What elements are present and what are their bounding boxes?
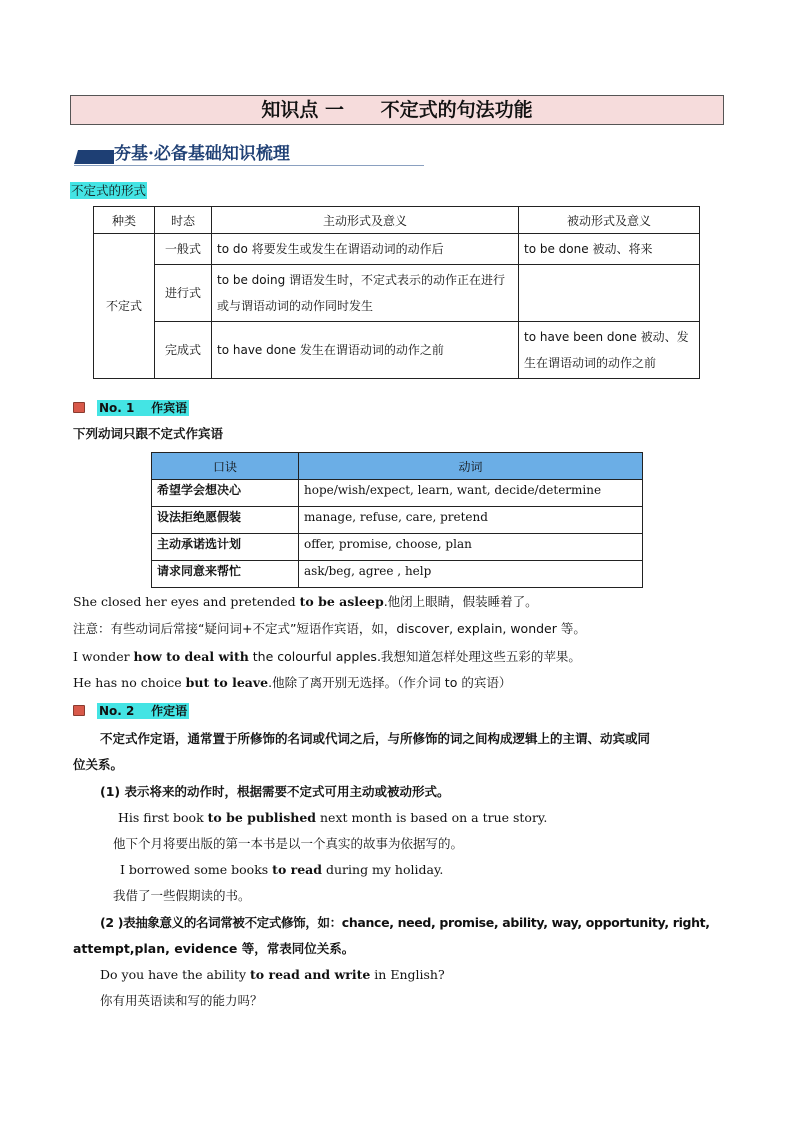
example-sentence: She closed her eyes and pretended to be asleep.他闭上眼睛，假装睡着了。 <box>73 594 538 609</box>
tense-cell: 进行式 <box>155 265 212 322</box>
example-sentence: I wonder how to deal with the colourful apples.我想知道怎样处理这些五彩的苹果。 <box>73 649 581 664</box>
forms-label: 不定式的形式 <box>71 183 147 198</box>
example-sentence: He has no choice but to leave.他除了离开别无选择。（作介词 to 的宾语） <box>73 675 512 690</box>
example-sentence: Do you have the ability to read and write in English? <box>100 967 445 982</box>
header-kind: 种类 <box>94 207 155 234</box>
no1-heading: No. 1 作宾语 <box>73 399 189 416</box>
mnemonic-cell: 请求同意来帮忙 <box>152 561 299 588</box>
verbs-cell: manage, refuse, care, pretend <box>299 507 643 534</box>
note-text: 注意：有些动词后常接“疑问词+不定式”短语作宾语，如，discover, explain, wonder 等。 <box>73 621 586 636</box>
no2-heading: No. 2 作定语 <box>73 702 189 719</box>
table-row <box>152 480 643 507</box>
header-active: 主动形式及意义 <box>212 207 519 234</box>
heading-bar-icon <box>74 150 114 164</box>
passive-cell: to be done 被动、将来 <box>519 234 700 265</box>
verbs-intro: 下列动词只跟不定式作宾语 <box>73 426 224 441</box>
translation: 他下个月将要出版的第一本书是以一个真实的故事为依据写的。 <box>113 836 464 851</box>
table-row <box>94 234 700 265</box>
title-part1: 知识点 一 <box>261 99 344 121</box>
paragraph-line: 不定式作定语，通常置于所修饰的名词或代词之后，与所修饰的词之间构成逻辑上的主谓、动宾或同 <box>100 731 651 746</box>
header-mnemonic: 口诀 <box>152 453 299 480</box>
book-icon <box>73 705 85 716</box>
tense-cell: 完成式 <box>155 322 212 379</box>
active-cell: to have done 发生在谓语动词的动作之前 <box>212 322 519 379</box>
translation: 你有用英语读和写的能力吗？ <box>100 993 263 1008</box>
mnemonic-cell: 主动承诺选计划 <box>152 534 299 561</box>
active-cell: to do 将要发生或发生在谓语动词的动作后 <box>212 234 519 265</box>
title-part2: 不定式的句法功能 <box>380 99 533 121</box>
heading-underline <box>74 165 424 166</box>
example-sentence: I borrowed some books to read during my holiday. <box>120 862 444 877</box>
section-heading-text: 夯基·必备基础知识梳理 <box>114 144 290 164</box>
header-verbs: 动词 <box>299 453 643 480</box>
table-row <box>94 322 700 379</box>
example-sentence: His first book to be published next month is based on a true story. <box>118 810 548 825</box>
table-row <box>152 507 643 534</box>
table-header-row <box>94 207 700 234</box>
tense-cell: 一般式 <box>155 234 212 265</box>
table-row <box>152 534 643 561</box>
passive-cell <box>519 265 700 322</box>
table-row <box>152 561 643 588</box>
mnemonic-cell: 设法拒绝愿假装 <box>152 507 299 534</box>
table-row <box>94 265 700 322</box>
header-tense: 时态 <box>155 207 212 234</box>
active-cell: to be doing 谓语发生时，不定式表示的动作正在进行或与谓语动词的动作同时发生 <box>212 265 519 322</box>
table-header-row <box>152 453 643 480</box>
verbs-cell: ask/beg, agree , help <box>299 561 643 588</box>
passive-cell: to have been done 被动、发生在谓语动词的动作之前 <box>519 322 700 379</box>
paragraph-line: 位关系。 <box>73 757 124 772</box>
point-1: (1) 表示将来的动作时，根据需要不定式可用主动或被动形式。 <box>100 784 450 799</box>
forms-table <box>93 206 700 379</box>
kind-cell: 不定式 <box>94 234 155 379</box>
page-title <box>70 95 724 125</box>
mnemonic-cell: 希望学会想决心 <box>152 480 299 507</box>
point-2: (2 )表抽象意义的名词常被不定式修饰，如：chance, need, promise, ability, way, opportunity, right, <box>100 915 710 930</box>
verbs-cell: offer, promise, choose, plan <box>299 534 643 561</box>
book-icon <box>73 402 85 413</box>
point-2-cont: attempt,plan, evidence 等，常表同位关系。 <box>73 941 355 956</box>
verbs-table <box>151 452 643 588</box>
verbs-cell: hope/wish/expect, learn, want, decide/determine <box>299 480 643 507</box>
header-passive: 被动形式及意义 <box>519 207 700 234</box>
translation: 我借了一些假期读的书。 <box>113 888 251 903</box>
